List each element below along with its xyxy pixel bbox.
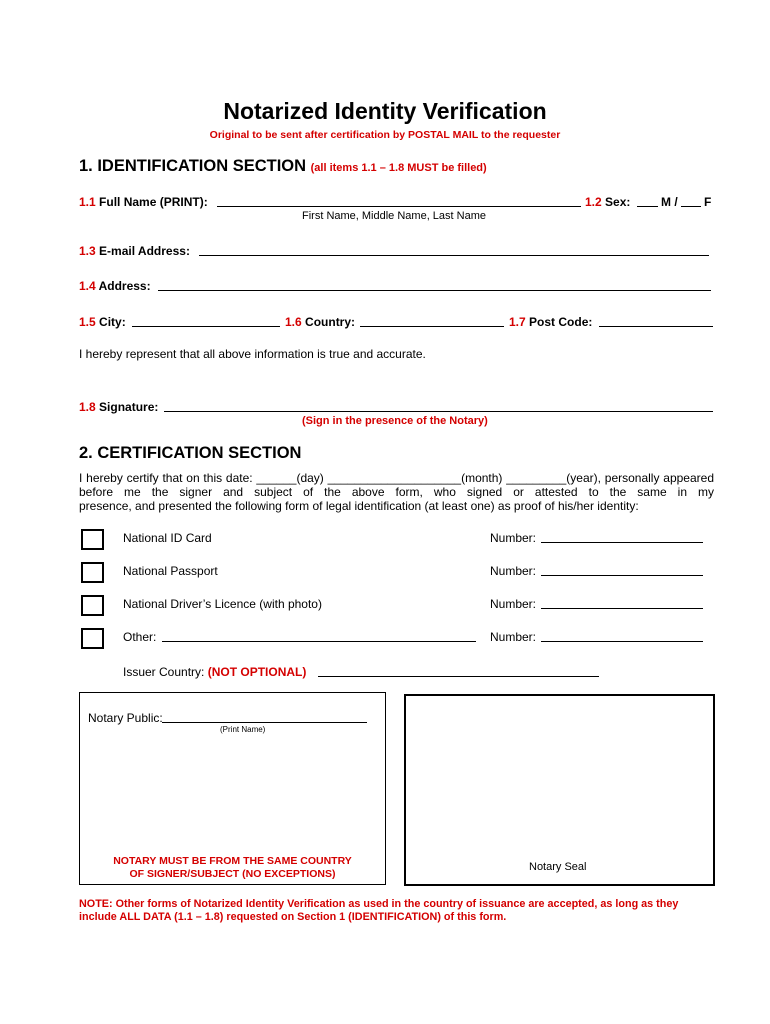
passport-checkbox[interactable] xyxy=(81,562,104,583)
field-label: Full Name (PRINT): xyxy=(99,195,208,209)
field-number: 1.5 xyxy=(79,315,96,329)
certification-paragraph xyxy=(79,471,714,513)
field-number: 1.8 xyxy=(79,400,96,414)
signature-hint: (Sign in the presence of the Notary) xyxy=(302,415,488,427)
section1-heading xyxy=(79,157,487,176)
field-label: Address: xyxy=(98,279,151,293)
field-number: 1.1 xyxy=(79,195,96,209)
postcode-label xyxy=(509,315,592,329)
sex-m-input[interactable] xyxy=(637,206,658,207)
sex-f-input[interactable] xyxy=(681,206,701,207)
signature-label xyxy=(79,400,158,414)
drivers-licence-checkbox[interactable] xyxy=(81,595,104,616)
section1-note: (all items 1.1 – 1.8 MUST be filled) xyxy=(310,162,487,174)
city-label xyxy=(79,315,126,329)
footer-note: NOTE: Other forms of Notarized Identity Verification as used in the country of issuance are accepted, as long as they include ALL DATA (1.1 – 1.8) requested on Section 1 (IDENTIFICATION) of this form. xyxy=(79,898,679,923)
field-label: Country: xyxy=(305,315,356,329)
signature-input[interactable] xyxy=(164,411,713,412)
field-label: Post Code: xyxy=(529,315,593,329)
field-number: 1.7 xyxy=(509,315,526,329)
id-card-checkbox[interactable] xyxy=(81,529,104,550)
city-input[interactable] xyxy=(132,326,280,327)
field-label: City: xyxy=(99,315,126,329)
field-number: 1.3 xyxy=(79,244,96,258)
page-title: Notarized Identity Verification xyxy=(223,98,547,124)
sex-f-option: F xyxy=(704,195,712,209)
notary-public-label: Notary Public: xyxy=(88,711,163,725)
accuracy-statement: I hereby represent that all above information is true and accurate. xyxy=(79,347,426,361)
other-id-number-input[interactable] xyxy=(541,641,703,642)
full-name-hint: First Name, Middle Name, Last Name xyxy=(302,210,486,222)
country-input[interactable] xyxy=(360,326,504,327)
full-name-input[interactable] xyxy=(217,206,581,207)
field-label: E-mail Address: xyxy=(99,244,190,258)
postcode-input[interactable] xyxy=(599,326,713,327)
passport-number-input[interactable] xyxy=(541,575,703,576)
sex-label xyxy=(585,195,630,209)
field-number: 1.6 xyxy=(285,315,302,329)
email-label xyxy=(79,244,190,258)
country-label xyxy=(285,315,355,329)
sex-m-option: M / xyxy=(661,195,678,209)
id-card-number-input[interactable] xyxy=(541,542,703,543)
field-number: 1.4 xyxy=(79,279,96,293)
section2-heading: 2. CERTIFICATION SECTION xyxy=(79,444,302,462)
passport-label: National Passport xyxy=(123,564,218,578)
passport-number-label: Number: xyxy=(490,564,537,578)
notary-warning-line1: NOTARY MUST BE FROM THE SAME COUNTRY xyxy=(113,855,352,867)
notary-seal-label: Notary Seal xyxy=(529,861,587,873)
certification-text-b: presence, and presented the following form of legal identification (at least one) as proof of his/her identity: xyxy=(79,499,639,513)
drivers-licence-number-label: Number: xyxy=(490,597,537,611)
address-input[interactable] xyxy=(158,290,711,291)
notary-warning-line2: OF SIGNER/SUBJECT (NO EXCEPTIONS) xyxy=(129,868,336,880)
page-subtitle: Original to be sent after certification by POSTAL MAIL to the requester xyxy=(209,129,561,141)
id-card-label: National ID Card xyxy=(123,531,212,545)
notary-name-input[interactable] xyxy=(162,722,367,723)
field-label: Sex: xyxy=(605,195,631,209)
id-card-number-label: Number: xyxy=(490,531,537,545)
drivers-licence-number-input[interactable] xyxy=(541,608,703,609)
certification-text-a: I hereby certify that on this date: ______(day) ____________________(month) _________(year), personally appeared before me the signer and subject of the above form, who signed or attested to the same in my xyxy=(79,471,714,499)
other-id-number-label: Number: xyxy=(490,630,537,644)
notary-seal-box xyxy=(404,694,715,886)
other-id-label: Other: xyxy=(123,630,157,644)
issuer-required-note: (NOT OPTIONAL) xyxy=(207,665,307,679)
issuer-country-input[interactable] xyxy=(318,676,599,677)
drivers-licence-label: National Driver’s Licence (with photo) xyxy=(123,597,322,611)
field-label: Signature: xyxy=(99,400,159,414)
other-id-input[interactable] xyxy=(162,641,476,642)
field-number: 1.2 xyxy=(585,195,602,209)
issuer-country-label xyxy=(123,665,306,679)
email-input[interactable] xyxy=(199,255,709,256)
other-id-checkbox[interactable] xyxy=(81,628,104,649)
address-label xyxy=(79,279,151,293)
section1-title: 1. IDENTIFICATION SECTION xyxy=(79,157,307,175)
print-name-hint: (Print Name) xyxy=(220,725,266,734)
full-name-label xyxy=(79,195,208,209)
issuer-label-text: Issuer Country: xyxy=(123,665,205,679)
